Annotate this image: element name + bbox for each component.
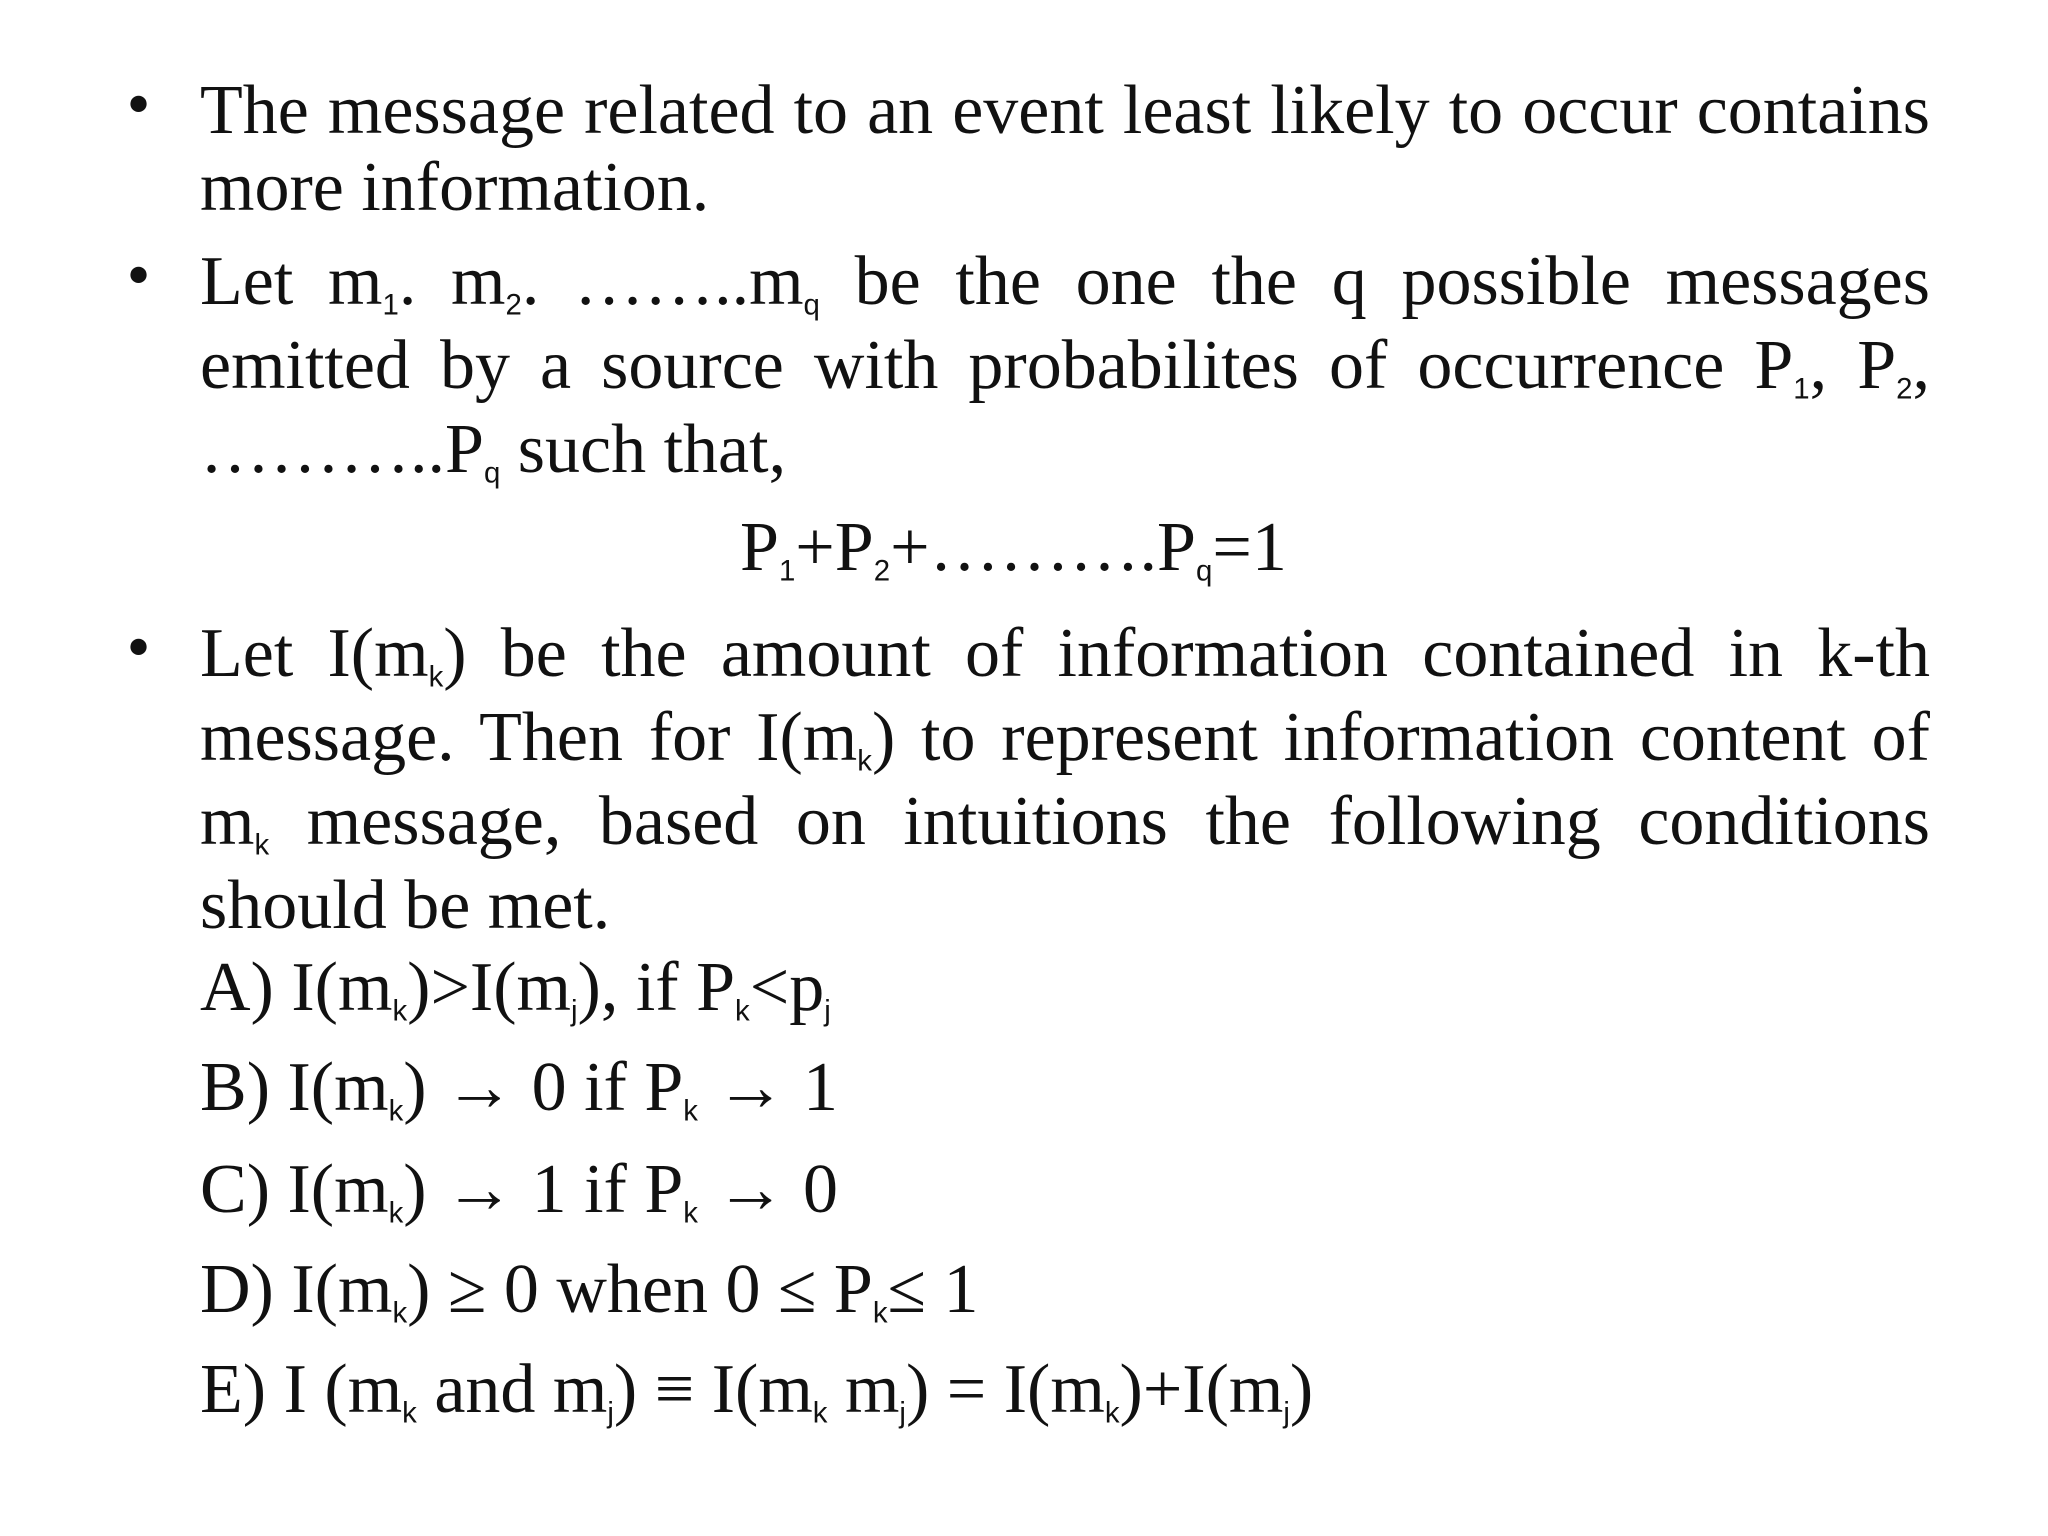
bullet-2-text: Let $m_1$. $m_2$. $\dots\dots..m_q$ be the one the q possible messages emitted by a source with probabilites of occurrence $P_1$, $P_2$, $\dots\dots\dots..P_q$ such that, xyxy=(200,243,1930,490)
bullet-dot: • xyxy=(122,617,156,682)
condition-b: B) $I(m_k) \to 0$ if $P_k \to 1$ xyxy=(200,1049,838,1128)
bullet-dot: • xyxy=(122,245,156,310)
condition-e: E) I ($m_k$ and $m_j) \equiv I(m_k$ $m_j) = I(m_k)+I(m_j)$ xyxy=(200,1351,1314,1430)
bullet-1 xyxy=(122,72,1930,226)
bullet-dot: • xyxy=(122,74,156,139)
condition-d: D) $I(m_k) \ge 0$ when $0 \le P_k\le 1$ xyxy=(200,1251,979,1330)
condition-c: C) $I(m_k) \to 1$ if $P_k \to 0$ xyxy=(200,1151,838,1230)
condition-a: A) $I(m_k)>I(m_j)$, if $P_k<p_j$ xyxy=(200,949,831,1028)
bullet-1-text: The message related to an event least likely to occur contains more information. xyxy=(200,72,1930,226)
bullet-3 xyxy=(122,612,1930,948)
bullet-2 xyxy=(122,240,1930,492)
probability-sum-equation: $P_1+P_2+\dots\dots\dots.P_q=1$ xyxy=(740,509,1287,588)
bullet-3-text: Let $I(m_k)$ be the amount of information contained in k-th message. Then for $I(m_k)$ to represent information content of $m_k$ message, based on intuitions the following conditions should be met. xyxy=(200,615,1930,944)
